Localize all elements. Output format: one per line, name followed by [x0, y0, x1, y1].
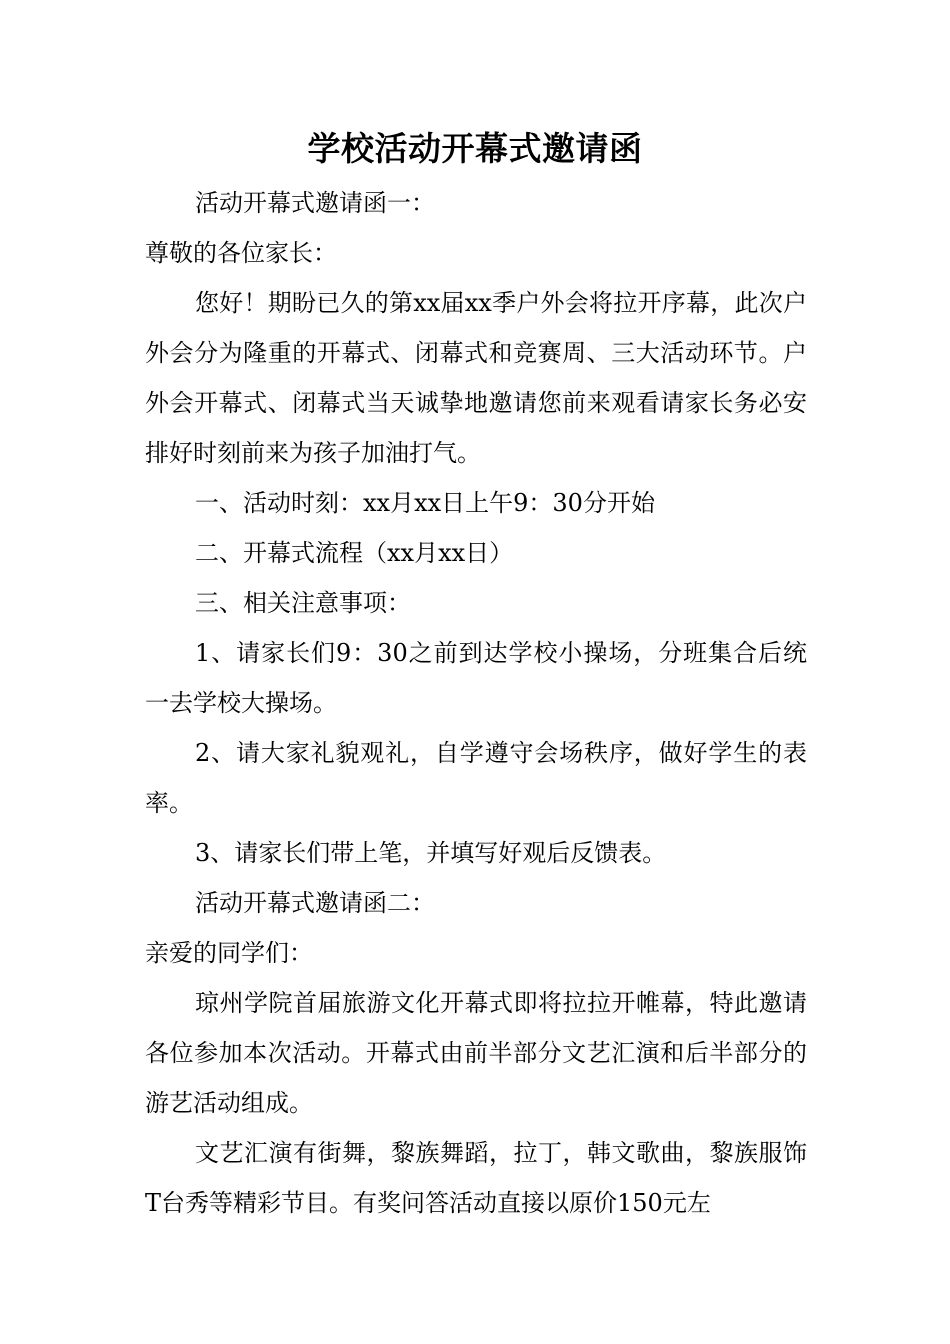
note-item-1: 1、请家长们9：30之前到达学校小操场，分班集合后统一去学校大操场。: [145, 639, 807, 717]
section-heading-invitation-1: 活动开幕式邀请函一：: [195, 189, 435, 217]
body-paragraph: 琼州学院首届旅游文化开幕式即将拉拉开帷幕，特此邀请各位参加本次活动。开幕式由前半部分文艺汇演和后半部分的游艺活动组成。: [145, 989, 807, 1117]
document-body: [145, 178, 807, 1228]
event-time-item: 一、活动时刻：xx月xx日上午9：30分开始: [195, 489, 655, 517]
note-item-3: 3、请家长们带上笔，并填写好观后反馈表。: [195, 839, 667, 867]
ceremony-process-item: 二、开幕式流程（xx月xx日）: [195, 539, 514, 567]
note-item-2: 2、请大家礼貌观礼，自学遵守会场秩序，做好学生的表率。: [145, 739, 807, 817]
document-title: 学校活动开幕式邀请函: [307, 129, 643, 168]
body-paragraph: 文艺汇演有街舞，黎族舞蹈，拉丁，韩文歌曲，黎族服饰T台秀等精彩节目。有奖问答活动直接以原价150元左: [145, 1139, 807, 1217]
body-paragraph: 您好！期盼已久的第xx届xx季户外会将拉开序幕，此次户外会分为隆重的开幕式、闭幕式和竞赛周、三大活动环节。户外会开幕式、闭幕式当天诚挚地邀请您前来观看请家长务必安排好时刻前来为孩子加油打气。: [145, 289, 807, 467]
section-heading-invitation-2: 活动开幕式邀请函二：: [195, 889, 435, 917]
salutation-parents: 尊敬的各位家长：: [145, 239, 337, 267]
notes-heading: 三、相关注意事项：: [195, 589, 411, 617]
salutation-students: 亲爱的同学们：: [145, 939, 313, 967]
